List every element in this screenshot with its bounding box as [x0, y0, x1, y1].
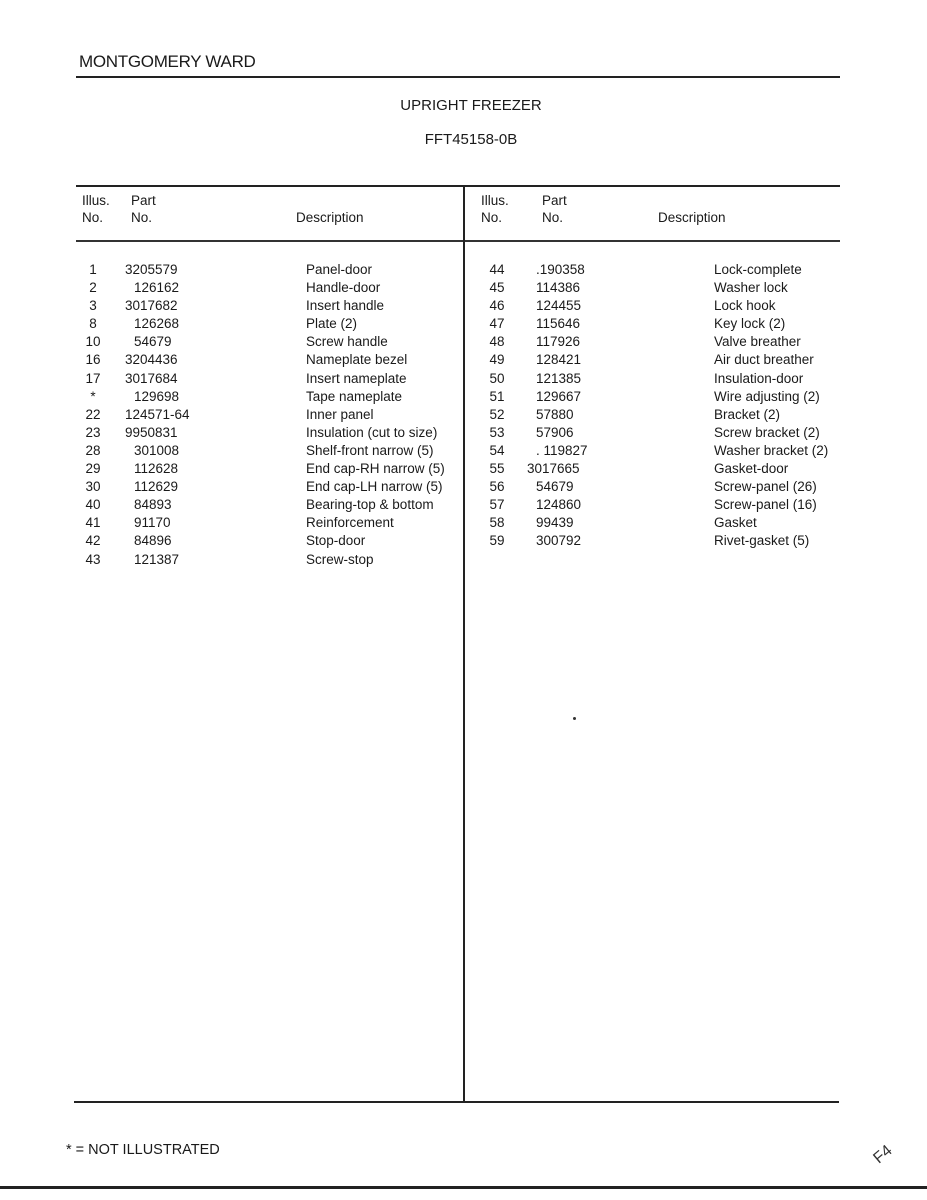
right-part-column: [527, 261, 637, 551]
part-number: 121385: [536, 370, 582, 386]
part-description: Wire adjusting (2): [714, 388, 820, 404]
right-illus-column: [482, 261, 512, 551]
part-description: Inner panel: [306, 406, 374, 422]
illus-number: 23: [85, 424, 101, 440]
illus-number: 49: [489, 352, 505, 368]
part-description: Valve breather: [714, 334, 801, 350]
part-number: 57906: [536, 424, 574, 440]
illus-number: 51: [489, 388, 505, 404]
part-number: 126162: [134, 280, 180, 296]
illus-number: 46: [489, 298, 505, 314]
header-illus-label: Illus.: [82, 193, 110, 208]
table-top-rule: [76, 185, 840, 187]
part-number: 3017682: [125, 298, 178, 314]
handwritten-mark: F4: [870, 1142, 896, 1168]
part-description: Lock-complete: [714, 262, 802, 277]
part-description: Lock hook: [714, 298, 776, 314]
illus-number: 58: [489, 515, 505, 531]
part-description: Plate (2): [306, 316, 358, 332]
part-number: 54679: [536, 479, 574, 495]
part-description: Key lock (2): [714, 316, 786, 332]
model-number: FFT45158-0B: [424, 131, 518, 148]
part-number: 117926: [536, 334, 581, 350]
part-description: Screw-panel (16): [714, 497, 817, 513]
part-number: 9950831: [125, 424, 178, 440]
illus-number: 56: [489, 479, 505, 495]
part-description: Rivet-gasket (5): [714, 533, 810, 549]
part-description: Washer lock: [714, 280, 788, 296]
header-illus-label: Illus.: [481, 193, 509, 208]
part-number: 124571-64: [125, 406, 190, 422]
page-bottom-rule: [0, 1186, 927, 1189]
header-part-label: Part: [131, 193, 156, 208]
header-no-label: No.: [542, 210, 564, 225]
part-number: 84893: [134, 497, 172, 513]
part-description: Insulation (cut to size): [306, 424, 438, 440]
illus-number: 52: [489, 406, 505, 422]
scan-speck: [573, 717, 576, 720]
part-description: Screw-panel (26): [714, 479, 817, 495]
illus-number: 3: [89, 298, 97, 314]
right-header-part-no: [542, 192, 567, 226]
illus-number: 44: [489, 262, 505, 277]
part-number: 57880: [536, 406, 574, 422]
illus-number: 17: [85, 370, 101, 386]
header-part-label: Part: [542, 193, 567, 208]
part-description: Insulation-door: [714, 370, 804, 386]
part-description: Screw-stop: [306, 551, 374, 567]
illus-number: 59: [489, 533, 505, 549]
part-number: 129667: [536, 388, 582, 404]
part-number: 124455: [536, 298, 582, 314]
illus-number: 10: [85, 334, 101, 350]
illus-number: 30: [85, 479, 101, 495]
part-description: Reinforcement: [306, 515, 394, 531]
illus-number: 1: [89, 262, 97, 277]
illus-number: 28: [85, 442, 101, 458]
part-description: Nameplate bezel: [306, 352, 408, 368]
illus-number: 45: [489, 280, 505, 296]
brand-name: MONTGOMERY WARD: [79, 52, 256, 71]
part-description: Panel-door: [306, 262, 373, 277]
left-header-part-no: [131, 192, 156, 226]
illus-number: 55: [489, 461, 505, 477]
part-number: 114386: [536, 280, 581, 296]
illus-number: 47: [489, 316, 505, 332]
header-no-label: No.: [82, 210, 104, 225]
footnote: * = NOT ILLUSTRATED: [66, 1142, 220, 1158]
illus-number: 48: [489, 334, 505, 350]
part-number: 124860: [536, 497, 582, 513]
part-number: 3017665: [527, 461, 580, 477]
part-description: Bearing-top & bottom: [306, 497, 434, 513]
table-bottom-rule: [74, 1101, 839, 1103]
right-header-description: Description: [658, 210, 726, 225]
illus-number: 8: [89, 316, 97, 332]
part-number: 84896: [134, 533, 172, 549]
illus-number: 2: [89, 280, 97, 296]
header-no-label: No.: [131, 210, 153, 225]
illus-number: 40: [85, 497, 101, 513]
illus-number: 54: [489, 442, 505, 458]
part-description: Bracket (2): [714, 406, 781, 422]
part-number: 112629: [134, 479, 179, 495]
part-number: 115646: [536, 316, 581, 332]
part-number: .190358: [536, 262, 585, 277]
illus-number: 41: [85, 515, 101, 531]
part-number: 99439: [536, 515, 574, 531]
part-description: Air duct breather: [714, 352, 814, 368]
part-description: Washer bracket (2): [714, 442, 829, 458]
part-description: Gasket-door: [714, 461, 789, 477]
header-no-label: No.: [481, 210, 503, 225]
part-number: 54679: [134, 334, 172, 350]
right-description-column: [714, 261, 854, 551]
part-number: 128421: [536, 352, 582, 368]
part-description: Gasket: [714, 515, 757, 531]
part-description: Insert nameplate: [306, 370, 407, 386]
part-description: End cap-RH narrow (5): [306, 461, 445, 477]
part-description: Stop-door: [306, 533, 366, 549]
left-part-column: [125, 261, 235, 569]
illus-number: 16: [85, 352, 101, 368]
illus-number: 29: [85, 461, 101, 477]
illus-number: 42: [85, 533, 101, 549]
illus-number: *: [90, 388, 96, 404]
part-description: Insert handle: [306, 298, 385, 314]
part-description: Shelf-front narrow (5): [306, 442, 434, 458]
document-title: UPRIGHT FREEZER: [400, 97, 542, 114]
part-number: . 119827: [536, 442, 588, 458]
header-rule: [76, 76, 840, 78]
left-header-illus-no: [82, 192, 110, 226]
illus-number: 53: [489, 424, 505, 440]
part-number: 129698: [134, 388, 180, 404]
part-number: 121387: [134, 551, 180, 567]
illus-number: 22: [85, 406, 101, 422]
part-number: 3204436: [125, 352, 178, 368]
part-number: 3017684: [125, 370, 178, 386]
part-number: 91170: [134, 515, 171, 531]
part-number: 300792: [536, 533, 582, 549]
left-illus-column: [78, 261, 108, 569]
illus-number: 50: [489, 370, 505, 386]
part-number: 126268: [134, 316, 180, 332]
left-header-description: Description: [296, 210, 364, 225]
right-header-illus-no: [481, 192, 509, 226]
part-description: Screw handle: [306, 334, 388, 350]
part-description: Screw bracket (2): [714, 424, 820, 440]
part-description: End cap-LH narrow (5): [306, 479, 443, 495]
illus-number: 57: [489, 497, 505, 513]
part-number: 301008: [134, 442, 180, 458]
part-number: 3205579: [125, 262, 178, 277]
part-number: 112628: [134, 461, 179, 477]
illus-number: 43: [85, 551, 101, 567]
table-header-rule: [76, 240, 840, 242]
left-description-column: [306, 261, 466, 569]
part-description: Tape nameplate: [306, 388, 403, 404]
part-description: Handle-door: [306, 280, 381, 296]
